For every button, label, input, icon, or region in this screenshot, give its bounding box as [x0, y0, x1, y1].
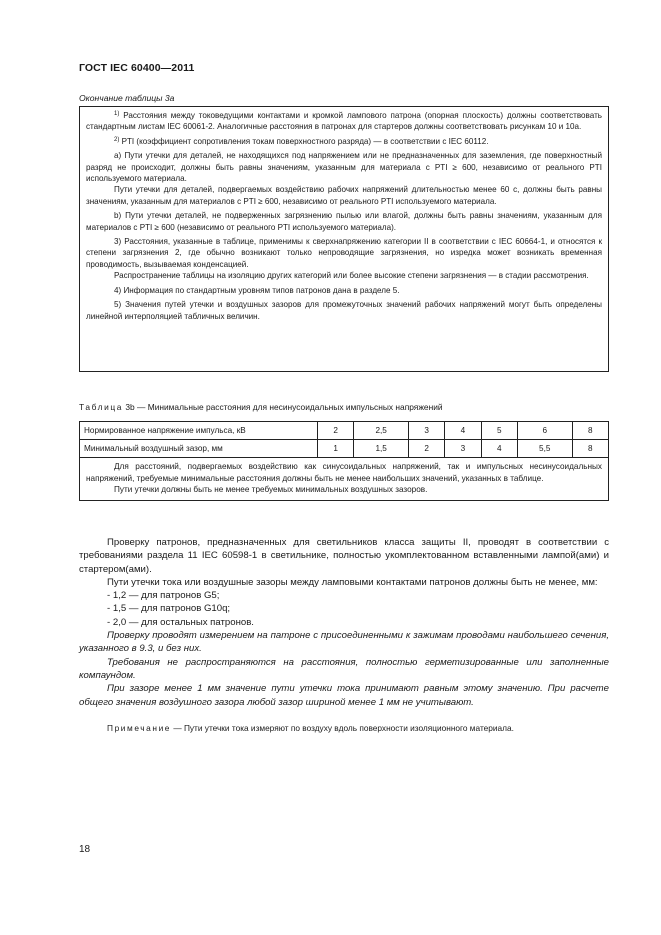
paragraph: Пути утечки тока или воздушные зазоры между ламповыми контактами патронов должны быть не менее, мм:	[107, 576, 598, 588]
table-3a-note: 5) Значения путей утечки и воздушных зазоров для промежуточных значений рабочих напряжений могут быть определены линейной интерполяцией табличных величин.	[86, 300, 602, 321]
table-3b-note: Пути утечки должны быть не менее требуемых минимальных воздушных зазоров.	[114, 485, 428, 495]
table-cell: 2,5	[354, 422, 409, 440]
note	[79, 722, 609, 735]
document-header: ГОСТ IEC 60400—2011	[79, 62, 195, 74]
table-caption-text: 3b — Минимальные расстояния для несинусоидальных импульсных напряжений	[125, 402, 443, 412]
list-item: - 1,2 — для патронов G5;	[107, 590, 220, 602]
table-row	[80, 440, 609, 458]
table-3a-note: 3) Расстояния, указанные в таблице, применимы к сверхнапряжению категории II в соответствии с IEC 60664-1, и относятся к степени загрязнения 2, где обычно возникают только непроводящие загрязнения, но изредка может возникать временная проводимость, вызываемая конденсацией.	[86, 237, 602, 269]
row-label: Нормированное напряжение импульса, кВ	[80, 422, 318, 440]
table-3a-note: b) Пути утечки деталей, не подверженных загрязнению пылью или влагой, должны быть равны значениям, указанным для материалов с PTI ≥ 600 (независимо от реального PTI используемого материала).	[86, 211, 602, 232]
table-3a-note	[86, 110, 602, 133]
table-3b-notes	[80, 458, 609, 501]
list-item: - 1,5 — для патронов G10q;	[107, 603, 231, 615]
table-3a-note: Распространение таблицы на изоляцию других категорий или более высокие степени загрязнения — в стадии рассмотрения.	[114, 271, 589, 281]
table-3a-caption: Окончание таблицы 3а	[79, 93, 175, 103]
table-3a-note: 4) Информация по стандартным уровням типов патронов дана в разделе 5.	[114, 285, 400, 295]
paragraph: Проверку проводят измерением на патроне с присоединенными к зажимам проводами наибольшего сечения, указанного в 9.3, и без них.	[79, 630, 609, 655]
footnote-marker: 1)	[114, 111, 120, 117]
table-cell: 4	[481, 440, 517, 458]
table-cell: 1	[318, 440, 354, 458]
note-word: Примечание	[107, 722, 172, 733]
table-cell: 3	[445, 440, 481, 458]
table-3a-note: Пути утечки для деталей, подвергаемых воздействию рабочих напряжений длительностью менее 60 с, должны быть равны значениям, указанным для материалов с PTI ≥ 600, независимо от реального PTI используемого материала.	[86, 185, 602, 206]
paragraph: Проверку патронов, предназначенных для светильников класса защиты II, проводят в соответствии с требованиями раздела 11 IEC 60598-1 в светильнике, полностью укомплектованном вставленными лампой(ами) и стартером(ами).	[79, 537, 609, 575]
table-cell: 8	[572, 440, 608, 458]
table-3a-note	[86, 136, 602, 147]
table-cell: 8	[572, 422, 608, 440]
table-cell: 6	[517, 422, 572, 440]
list-item: - 2,0 — для остальных патронов.	[107, 616, 254, 628]
footnote-marker: 2)	[114, 136, 120, 143]
page-number: 18	[79, 844, 91, 855]
table-cell: 4	[445, 422, 481, 440]
table-3b	[79, 421, 609, 501]
table-cell: 3	[408, 422, 444, 440]
paragraph: Требования не распространяются на расстояния, полностью герметизированные или заполненные компаундом.	[79, 656, 609, 681]
footnote-text: PTI (коэффициент сопротивления токам поверхностного разряда) — в соответствии с IEC 60112.	[121, 136, 489, 146]
footnote-text: Расстояния между токоведущими контактами и кромкой лампового патрона (опорная плоскость) должны соответствовать стандартным листам IEC 60061-2. Аналогичные расстояния в патронах для стартеров должны соответствовать рисункам 10 и 10a.	[86, 111, 603, 132]
body-text	[79, 536, 609, 735]
table-row	[80, 422, 609, 440]
table-3a-note: а) Пути утечки для деталей, не находящихся под напряжением или не предназначенных для заземления, где поверхностный разряд не происходит, должны быть равны значениям, указанным для материала с PTI ≥ 600, независимо от реального PTI используемого материала.	[86, 151, 602, 184]
table-caption-word: Таблица	[79, 402, 124, 412]
paragraph: При зазоре менее 1 мм значение пути утечки тока принимают равным этому значению. При расчете общего значения воздушного зазора любой зазор шириной менее 1 мм не учитывают.	[79, 683, 609, 708]
table-cell: 5,5	[517, 440, 572, 458]
table-cell: 2	[318, 422, 354, 440]
table-3b-note: Для расстояний, подвергаемых воздействию как синусоидальных напряжений, так и импульсных несинусоидальных напряжений, требуемые минимальные расстояния должны быть не менее наибольших значений, указанных в таблице.	[86, 462, 602, 483]
row-label: Минимальный воздушный зазор, мм	[80, 440, 318, 458]
table-cell: 1,5	[354, 440, 409, 458]
table-cell: 5	[481, 422, 517, 440]
table-3b-caption	[79, 402, 443, 412]
table-cell: 2	[408, 440, 444, 458]
table-3a-notes-box	[79, 106, 609, 372]
table-notes-row	[80, 458, 609, 501]
note-text: — Пути утечки тока измеряют по воздуху вдоль поверхности изоляционного материала.	[171, 722, 514, 733]
clearance-list	[79, 589, 609, 629]
